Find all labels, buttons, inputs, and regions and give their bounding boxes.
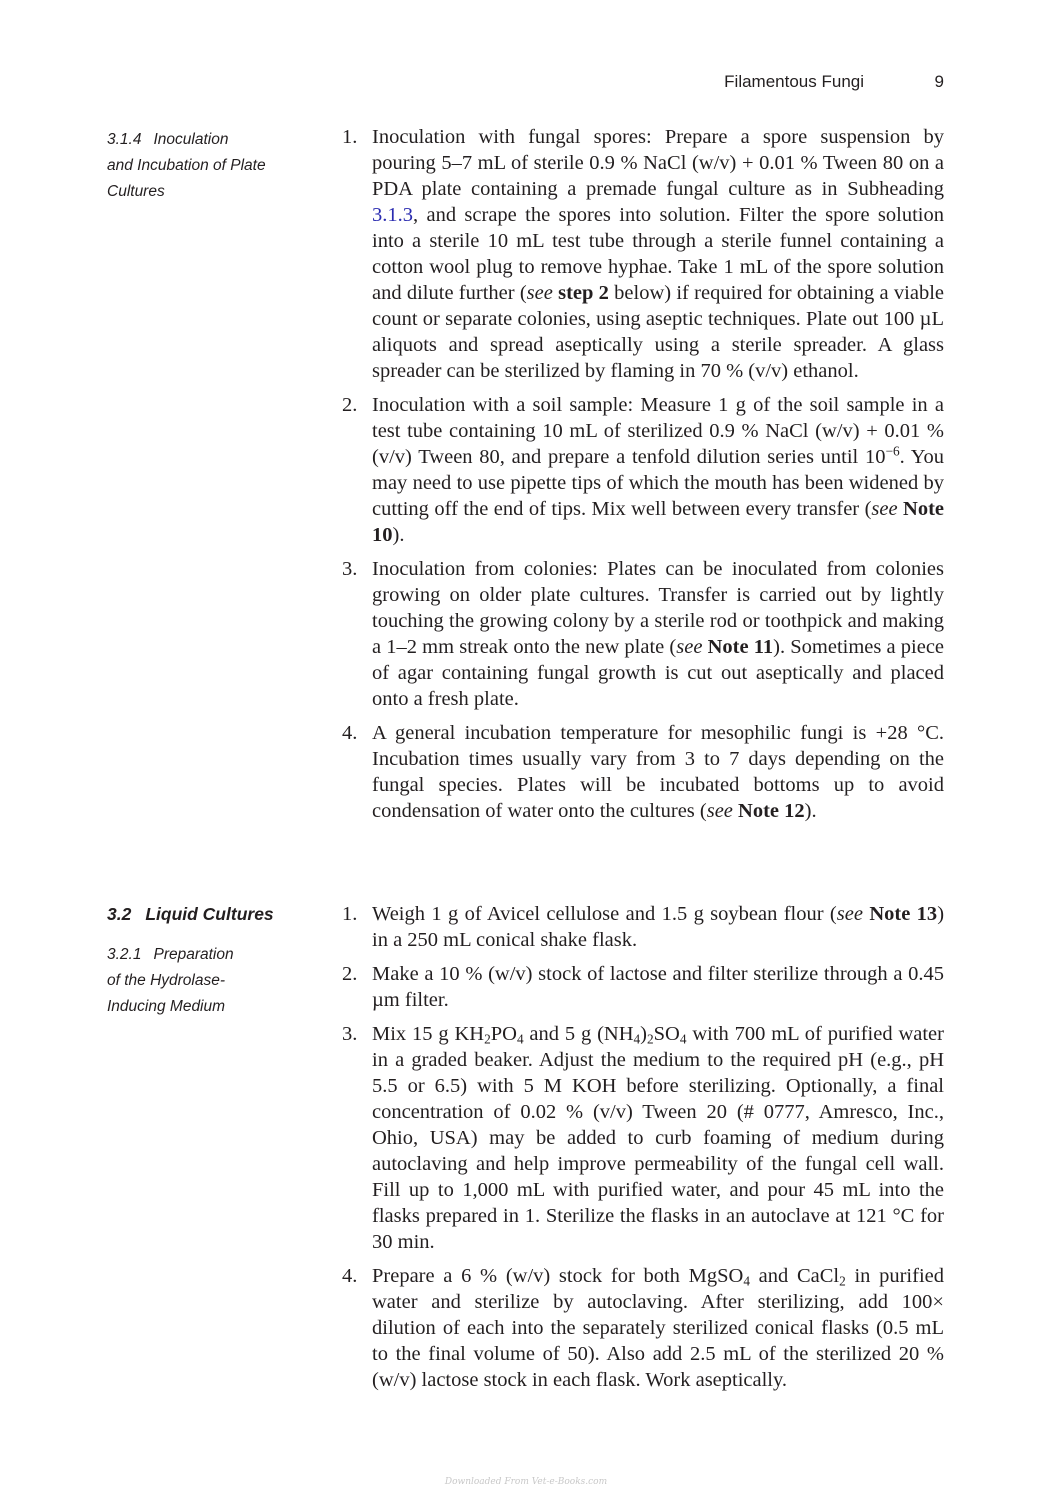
subsection-number: 3.1.4 <box>107 131 142 148</box>
list-item <box>342 124 944 384</box>
subscript: 4 <box>516 1031 524 1047</box>
step-text: Inoculation from colonies: Plates can be inoculated from colonies growing on older plate cultures. Transfer is carried out by lightly touching the growing colony by a sterile rod or toothpick and making a 1–2 mm streak onto the new plate ( <box>372 558 944 658</box>
subscript: 4 <box>679 1031 687 1047</box>
list-item <box>342 1021 944 1255</box>
see-label: see <box>676 636 703 658</box>
step-text: Prepare a 6 % (w/v) stock for both MgSO <box>372 1265 744 1287</box>
section-number: 3.2 <box>107 904 132 924</box>
step-text: Inoculation with a soil sample: Measure 1 g of the soil sample in a test tube containing 10 mL of sterilized 0.9 % NaCl (w/v) + 0.01 % (v/v) Tween 80, and prepare a tenfold dilution series until 10 <box>372 394 944 468</box>
step-text: , and scrape the spores into solution. Filter the spore solution into a sterile 10 mL test tube through a sterile funnel containing a cotton wool plug to remove hyphae. Take 1 mL of the spore solution and dilute further ( <box>372 204 944 304</box>
list-item <box>342 720 944 824</box>
step-text: Mix 15 g KH <box>372 1023 485 1045</box>
see-label: see <box>706 800 733 822</box>
running-title: Filamentous Fungi <box>724 72 864 91</box>
step-text: ). Sometimes a piece of agar containing fungal growth is cut out aseptically and placed onto a fresh plate. <box>372 636 945 710</box>
step-list-3-2-1 <box>342 901 944 1401</box>
subsection-title-line: and Incubation of Plate <box>107 157 266 174</box>
step-number: 3. <box>342 558 358 580</box>
list-item <box>342 901 944 953</box>
note-reference: Note 10 <box>372 498 944 546</box>
step-text: Weigh 1 g of Avicel cellulose and 1.5 g soybean flour ( <box>372 903 837 925</box>
section-title: Liquid Cultures <box>145 904 274 924</box>
step-number: 4. <box>342 722 358 744</box>
step-text: A general incubation temperature for mesophilic fungi is +28 °C. Incubation times usually vary from 3 to 7 days depending on the fungal species. Plates will be incubated bottoms up to avoid condensation of water onto the cultures ( <box>372 722 944 822</box>
step-text: ) in a 250 mL conical shake flask. <box>372 903 945 951</box>
step-number: 1. <box>342 903 358 925</box>
subscript: 4 <box>743 1273 750 1289</box>
subscript: 2 <box>839 1273 846 1289</box>
list-item <box>342 556 944 712</box>
subsection-heading-3-2-1 <box>107 942 297 1020</box>
see-label: see <box>526 282 553 304</box>
note-reference: Note 12 <box>738 800 805 822</box>
note-reference: Note 11 <box>707 636 774 658</box>
step-text: Inoculation with fungal spores: Prepare a spore suspension by pouring 5–7 mL of sterile 0.9 % NaCl (w/v) + 0.01 % Tween 80 on a PDA plate containing a premade fungal culture as in Subheading <box>372 126 944 200</box>
cross-reference-link[interactable]: 3.1.3 <box>372 204 413 226</box>
step-number: 2. <box>342 963 358 985</box>
subscript: 2 <box>484 1031 491 1047</box>
step-reference: step 2 <box>558 282 609 304</box>
subscript: 4 <box>633 1031 641 1047</box>
subsection-heading-3-1-4 <box>107 127 297 205</box>
step-text: PO <box>490 1023 517 1045</box>
subsection-title-line: Cultures <box>107 183 165 200</box>
step-number: 3. <box>342 1023 358 1045</box>
list-item <box>342 392 944 548</box>
subsection-title-line: Preparation <box>153 946 234 963</box>
step-text: Make a 10 % (w/v) stock of lactose and filter sterilize through a 0.45 µm filter. <box>372 963 944 1011</box>
step-text: and CaCl <box>749 1265 840 1287</box>
list-item <box>342 1263 944 1393</box>
step-text: . You may need to use pipette tips of which the mouth has been widened by cutting off the end of tips. Mix well between every transfer ( <box>372 446 944 520</box>
list-item <box>342 961 944 1013</box>
step-number: 1. <box>342 126 358 148</box>
step-text: with 700 mL of purified water in a graded beaker. Adjust the medium to the required pH (e.g., pH 5.5 or 6.5) with 5 M KOH before sterilizing. Optionally, a final concentration of 0.02 % (v/v) Tween 20 (# 0777, Amresco, Inc., Ohio, USA) may be added to curb foaming of medium during autoclaving and help improve permeability of the fungal cell wall. Fill up to 1,000 mL with purified water, and pour 45 mL into the flasks prepared in 1. Sterilize the flasks in an autoclave at 121 °C for 30 min. <box>372 1023 944 1253</box>
section-heading-3-2 <box>107 901 307 927</box>
running-header <box>0 72 1052 96</box>
step-list-3-1-4 <box>342 124 944 832</box>
step-text: ). <box>804 800 817 822</box>
step-number: 4. <box>342 1265 358 1287</box>
step-text: SO <box>653 1023 680 1045</box>
exponent: −6 <box>885 443 900 459</box>
step-text: in purified water and sterilize by autoclaving. After sterilizing, add 100× dilution of each into the separately sterilized conical flasks (0.5 mL to the final volume of 50). Also add 2.5 mL of the sterilized 20 % (w/v) lactose stock in each flask. Work aseptically. <box>372 1265 944 1391</box>
step-number: 2. <box>342 394 358 416</box>
step-text: and 5 g (NH <box>523 1023 634 1045</box>
subsection-number: 3.2.1 <box>107 946 142 963</box>
note-reference: Note 13 <box>869 903 938 925</box>
step-text: ) <box>640 1023 647 1045</box>
page-number: 9 <box>934 72 944 91</box>
subsection-title-line: Inoculation <box>153 131 229 148</box>
see-label: see <box>871 498 898 520</box>
download-watermark: Downloaded From Vet-e-Books.com <box>444 1477 608 1487</box>
subsection-title-line: Inducing Medium <box>107 998 226 1015</box>
step-text: below) if required for obtaining a viable count or separate colonies, using aseptic techniques. Plate out 100 µL aliquots and spread aseptically using a sterile spreader. A glass spreader can be sterilized by flaming in 70 % (v/v) ethanol. <box>372 282 944 382</box>
subscript: 2 <box>646 1031 654 1047</box>
subsection-title-line: of the Hydrolase- <box>107 972 226 989</box>
step-text: ). <box>392 524 405 546</box>
see-label: see <box>836 903 863 925</box>
